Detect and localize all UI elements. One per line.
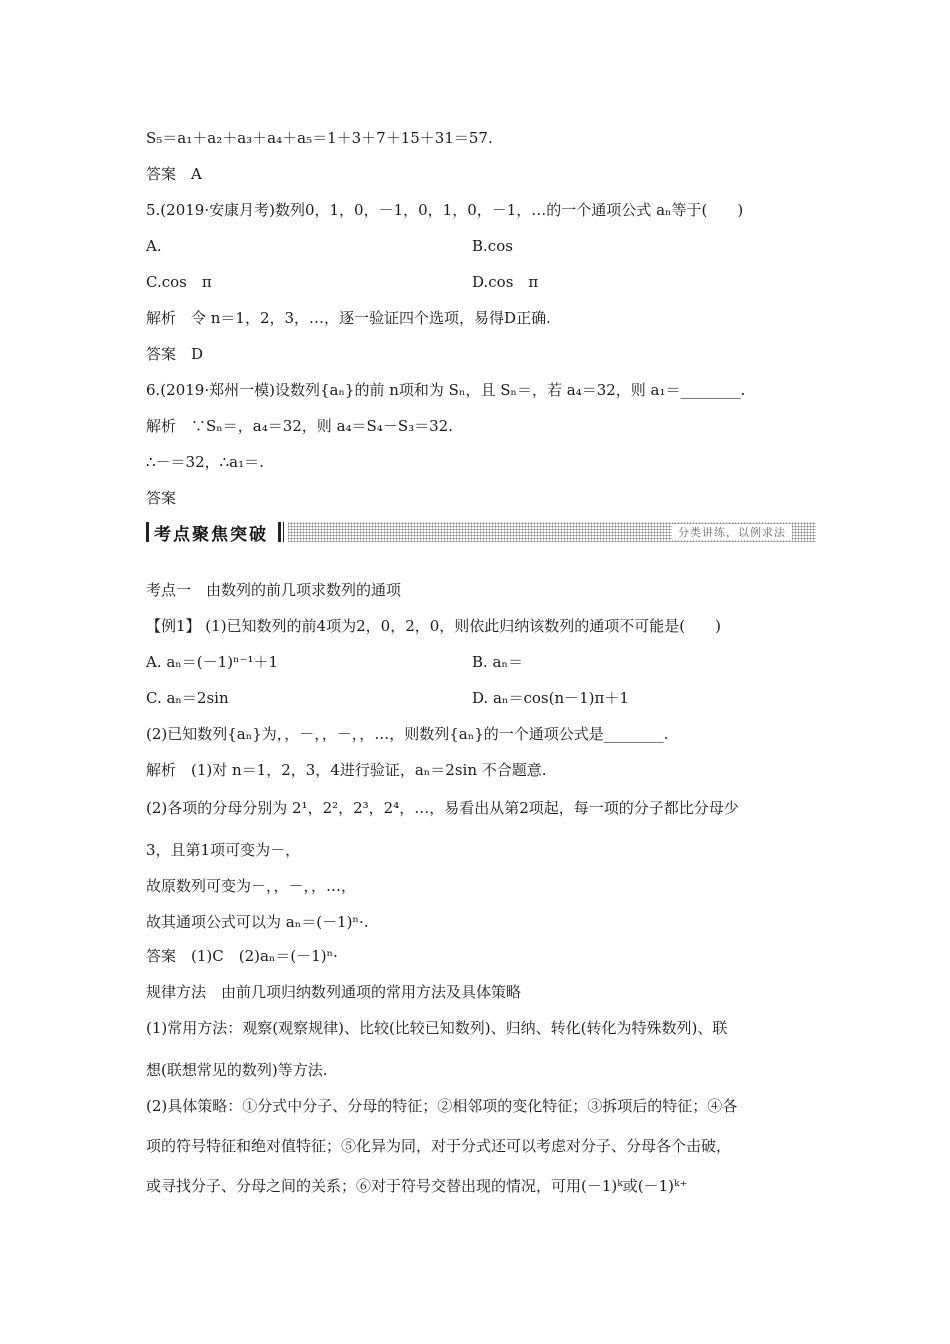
question-6: 6.(2019·郑州一模)设数列{aₙ}的前 n项和为 Sₙ，且 Sₙ＝，若 a₄＝32，则 a₁＝________. <box>146 381 746 399</box>
option-5b: B.cos <box>472 237 513 255</box>
example-1-part2: (2)已知数列{aₙ}为，，－，，－，，…，则数列{aₙ}的一个通项公式是________. <box>146 725 669 743</box>
banner-bar-right-thin <box>283 522 284 542</box>
analysis-ex1-transform: 故原数列可变为－，，－，，…， <box>146 877 357 895</box>
method-2-cont1: 项的符号特征和绝对值特征；⑤化异为同，对于分式还可以考虑对分子、分母各个击破， <box>146 1137 732 1155</box>
banner-title: 考点聚焦突破 <box>154 525 268 545</box>
analysis-ex1-part2-cont: 3，且第1项可变为－， <box>146 841 301 859</box>
analysis-ex1-part2: (2)各项的分母分别为 2¹，2²，2³，2⁴，…，易看出从第2项起，每一项的分子都比分母少 <box>146 799 739 817</box>
method-1: (1)常用方法：观察(观察规律)、比较(比较已知数列)、归纳、转化(转化为特殊数列)、联 <box>146 1019 728 1037</box>
analysis-ex1: 解析 (1)对 n＝1，2，3，4进行验证，aₙ＝2sin 不合题意. <box>146 761 547 779</box>
answer-6: 答案 <box>146 489 177 507</box>
option-5d: D.cos π <box>472 273 539 291</box>
option-5c: C.cos π <box>146 273 212 291</box>
analysis-6: 解析 ∵Sₙ＝，a₄＝32，则 a₄＝S₄－S₃＝32. <box>146 417 453 435</box>
option-5a: A. <box>146 237 162 255</box>
option-ex1-d: D. aₙ＝cos(n－1)π＋1 <box>472 689 629 707</box>
method-heading: 规律方法 由前几项归纳数列通项的常用方法及具体策略 <box>146 983 522 1001</box>
option-ex1-a: A. aₙ＝(－1)ⁿ⁻¹＋1 <box>146 653 279 671</box>
example-1: 【例1】 (1)已知数列的前4项为2，0，2，0，则依此归纳该数列的通项不可能是( ) <box>146 617 721 635</box>
answer-ex1: 答案 (1)C (2)aₙ＝(－1)ⁿ· <box>146 947 338 965</box>
answer-4: 答案 A <box>146 165 202 183</box>
topic-heading: 考点一 由数列的前几项求数列的通项 <box>146 581 402 599</box>
method-2: (2)具体策略：①分式中分子、分母的特征；②相邻项的变化特征；③拆项后的特征；④各 <box>146 1097 738 1115</box>
analysis-6-cont: ∴－＝32，∴a₁＝. <box>146 453 264 471</box>
option-ex1-b: B. aₙ＝ <box>472 653 523 671</box>
option-ex1-c: C. aₙ＝2sin <box>146 689 229 707</box>
analysis-ex1-formula: 故其通项公式可以为 aₙ＝(－1)ⁿ·. <box>146 913 369 931</box>
question-5: 5.(2019·安康月考)数列0，1，0，－1，0，1，0，－1，…的一个通项公式 aₙ等于( ) <box>146 201 744 219</box>
banner-bar-left <box>146 522 149 542</box>
banner-bar-right <box>278 522 281 542</box>
answer-5: 答案 D <box>146 345 204 363</box>
method-2-cont2: 或寻找分子、分母之间的关系；⑥对于符号交替出现的情况，可用(－1)ᵏ或(－1)ᵏ⁺ <box>146 1177 688 1195</box>
analysis-5: 解析 令 n＝1，2，3，…，逐一验证四个选项，易得D正确. <box>146 309 551 327</box>
section-banner <box>146 518 816 546</box>
method-1-cont: 想(联想常见的数列)等方法. <box>146 1061 328 1079</box>
banner-subtitle: 分类讲练，以例求法 <box>672 524 792 540</box>
line-s5-sum: S₅＝a₁＋a₂＋a₃＋a₄＋a₅＝1＋3＋7＋15＋31＝57. <box>146 129 493 147</box>
